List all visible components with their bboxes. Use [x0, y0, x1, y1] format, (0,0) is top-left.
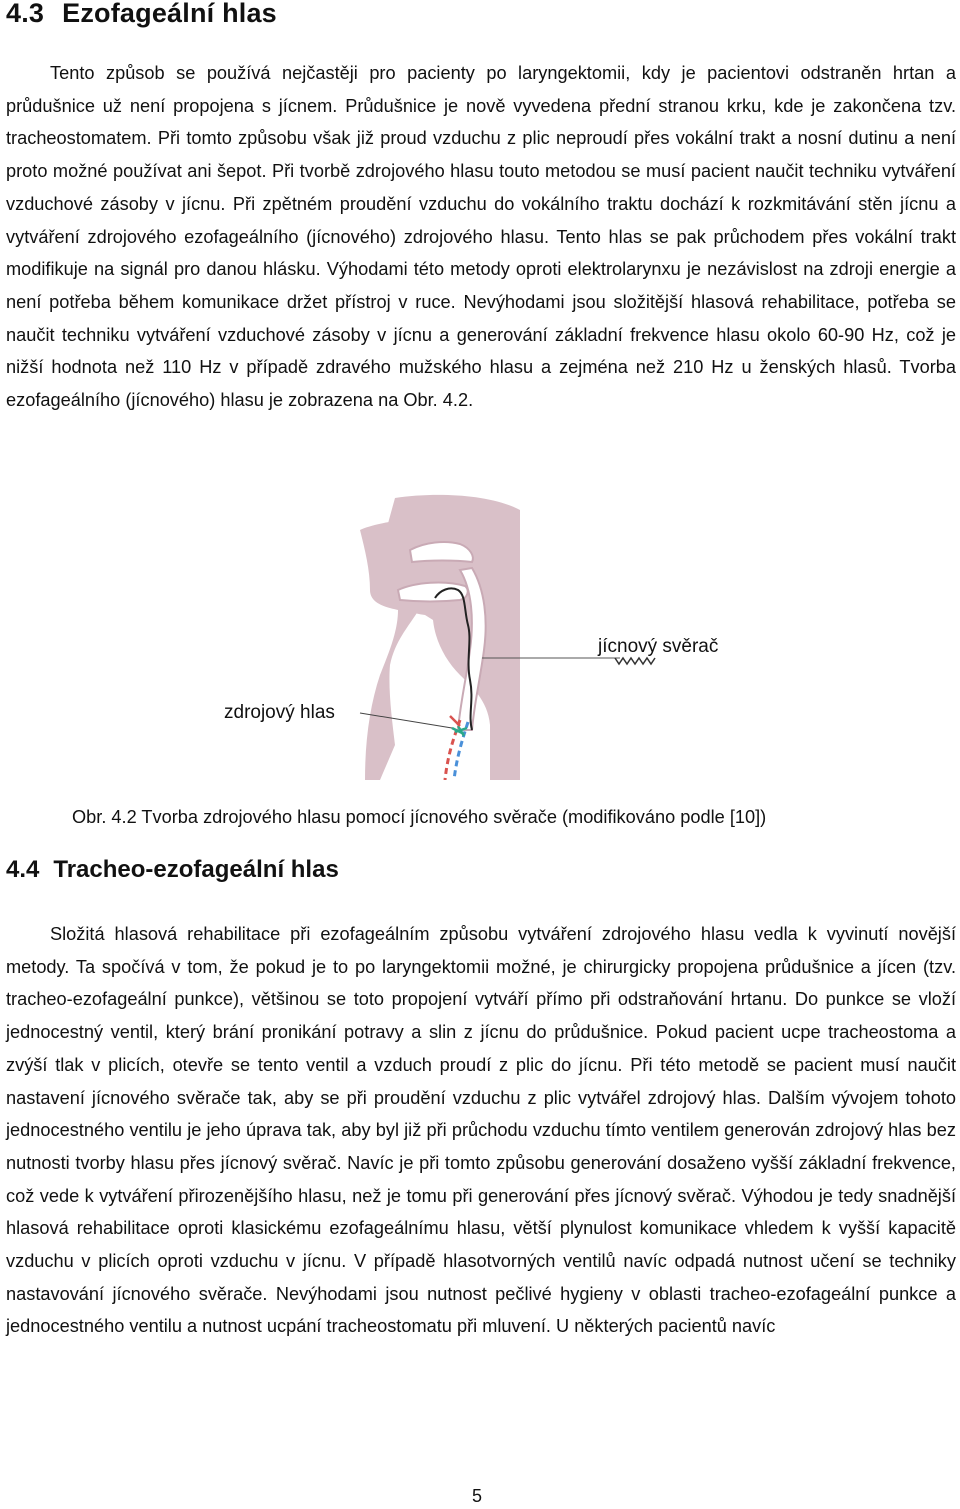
section-heading-4-4	[6, 856, 339, 884]
nasal-cavity	[410, 542, 473, 562]
figure-esophageal-voice	[220, 490, 740, 780]
paragraph-text: Složitá hlasová rehabilitace při ezofageálním způsobu vytváření zdrojového hlasu vedla k vyvinutí novější metody. Ta spočívá v tom, že pokud je to po laryngektomii možné, je chirurgicky propojena průdušnice a jícen (tzv. tracheo-ezofageální punkce), většinou se toto propojení vytváří přímo při odstraňování hrtanu. Do punkce se vloží jednocestný ventil, který brání pronikání potravy a slin z jícnu do průdušnice. Pokud pacient ucpe tracheostoma a zvýší tlak v plicích, otevře se tento ventil a vzduch proudí z plic do jícnu. Při této metodě se pacient musí naučit nastavení jícnového svěrače tak, aby se při proudění vzduchu z plic vytvářel zdrojový hlas. Dalším vývojem tohoto jednocestného ventilu je jeho úprava tak, aby byl již při průchodu vzduchu tímto ventilem generován zdrojový hlas bez nutnosti tvorby hlasu přes jícnový svěrač. Navíc je při tomto způsobu generování dosaženo vyšší základní frekvence, což vede k vytváření přirozenějšího hlasu, než je tomu při generování přes jícnový svěrač. Výhodou je tedy snadnější hlasová rehabilitace oproti klasickému ezofageálnímu hlasu, větší plynulost komunikace vhledem k vyšší kapacitě vzduchu v plicích oproti vzduchu v jícnu. V případě hlasotvorných ventilů navíc odpadá nutnost učení se techniky nastavování jícnového svěrače. Nevýhodami jsou nutnost pečlivé hygieny v oblasti tracheo-ezofageální punkce a jednocestného ventilu a nutnost ucpání tracheostomatu při mluvení. U některých pacientů navíc	[6, 924, 956, 1337]
section-title: Tracheo-ezofageální hlas	[53, 856, 339, 883]
section-number: 4.3	[6, 0, 45, 28]
paragraph-text: Tento způsob se používá nejčastěji pro pacienty po laryngektomii, kdy je pacientovi odstraněn hrtan a průdušnice už není propojena s jícnem. Průdušnice je nově vyvedena přední stranou krku, kde je zakončena tzv. tracheostomatem. Při tomto způsobu však již proud vzduchu z plic neproudí přes vokální trakt a nosní dutinu a není proto možné používat ani šepot. Při tvorbě zdrojového hlasu touto metodou se musí pacient naučit techniku vytváření vzduchové zásoby v jícnu. Při zpětném proudění vzduchu do vokálního traktu dochází k rozkmitávání stěn jícnu a vytváření zdrojového ezofageálního (jícnového) zdrojového hlasu. Tento hlas se pak průchodem přes vokální trakt modifikuje na signál pro danou hlásku. Výhodami této metody oproti elektrolarynxu je nezávislost na zdroji energie a není potřeba během komunikace držet přístroj v ruce. Nevýhodami jsou složitější hlasová rehabilitace, potřeba se naučit techniku vytváření vzduchové zásoby v jícnu a generování základní frekvence hlasu okolo 60-90 Hz, což je nižší hodnota než 110 Hz v případě zdravého mužského hlasu a zejména než 210 Hz u ženských hlasů. Tvorba ezofageálního (jícnového) hlasu je zobrazena na Obr. 4.2.	[6, 63, 956, 411]
section-number: 4.4	[6, 856, 40, 883]
figure-caption: Obr. 4.2 Tvorba zdrojového hlasu pomocí jícnového svěrače (modifikováno podle [10])	[72, 807, 767, 827]
section-4-3-paragraph	[6, 57, 956, 417]
section-4-4-paragraph	[6, 918, 956, 1343]
page-number: 5	[472, 1486, 483, 1506]
section-title: Ezofageální hlas	[62, 0, 277, 28]
oral-cavity	[398, 583, 468, 602]
anatomy-illustration	[220, 490, 740, 780]
label-source: zdrojový hlas	[224, 702, 335, 723]
label-sphincter: jícnový svěrač	[598, 636, 719, 657]
section-heading-4-3	[6, 0, 277, 29]
